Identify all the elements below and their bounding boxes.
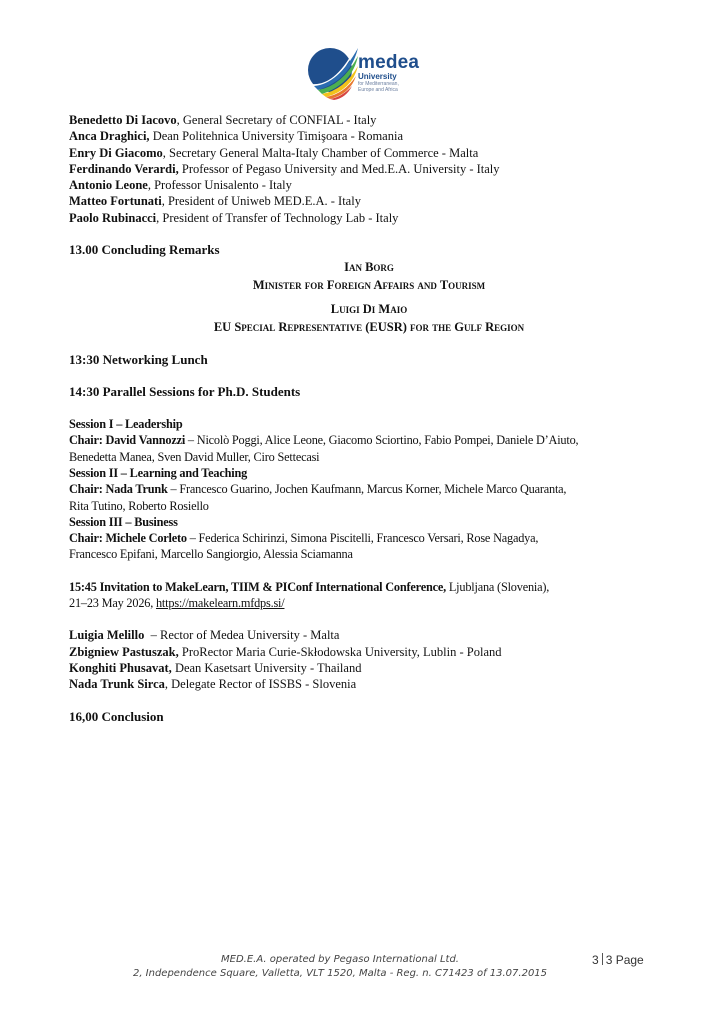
session-chair: Chair: David Vannozzi [69, 433, 186, 448]
page-label: 3 Page [605, 953, 644, 967]
invitation-location: Ljubljana (Slovenia), [445, 579, 550, 594]
speaker-row [69, 177, 669, 193]
logo-tagline-2: Europe and Africa [358, 87, 398, 93]
speaker-name: Benedetto Di Iacovo [69, 113, 177, 127]
speaker2-name: Luigi Di Maio [330, 302, 408, 317]
speaker-row [69, 644, 669, 660]
medea-logo [306, 40, 466, 102]
concluding-remarks-heading: 13.00 Concluding Remarks [69, 242, 220, 258]
page-footer [60, 953, 620, 981]
speaker-role: , General Secretary of CONFIAL - Italy [176, 113, 377, 127]
parallel-sessions-heading: 14:30 Parallel Sessions for Ph.D. Students [69, 384, 301, 400]
invitation-heading: 15:45 Invitation to MakeLearn, TIIM & PIConf International Conference, [69, 579, 446, 594]
session-members: – Francesco Guarino, Jochen Kaufmann, Marcus Korner, Michele Marco Quaranta, [167, 482, 567, 497]
speaker-list-bottom [69, 627, 669, 692]
session-chair-row [69, 481, 669, 497]
speaker-row [69, 660, 669, 676]
speaker-row [69, 210, 669, 226]
speaker-role: – Rector of Medea University - Malta [144, 628, 340, 643]
invitation-dates: 21–23 May 2026, [69, 596, 156, 611]
speaker-role: , Delegate Rector of ISSBS - Slovenia [164, 677, 357, 692]
speaker-name: Zbigniew Pastuszak, [69, 644, 179, 659]
session-block [69, 465, 669, 514]
speaker-row [69, 145, 669, 161]
speaker-name: Nada Trunk Sirca [69, 677, 165, 692]
speaker-name: Enry Di Giacomo [69, 145, 163, 160]
speaker-name: Anca Draghici, [69, 129, 150, 144]
speaker-role: Dean Politehnica University Timişoara - Romania [149, 129, 403, 144]
speaker-name: Paolo Rubinacci [69, 210, 157, 225]
session-chair: Chair: Nada Trunk [69, 482, 168, 497]
speaker-role: , Professor Unisalento - Italy [147, 178, 292, 193]
speaker-row [69, 112, 669, 128]
session-members: – Federica Schirinzi, Simona Piscitelli, Francesco Versari, Rose Nagadya, [186, 531, 539, 546]
speaker-list-top [69, 112, 669, 226]
speaker-name: Antonio Leone [69, 178, 148, 193]
speaker-name: Luigia Melillo [69, 628, 145, 643]
session-chair-row [69, 530, 669, 546]
speaker1-title: Minister for Foreign Affairs and Tourism [252, 278, 486, 293]
networking-lunch-heading: 13:30 Networking Lunch [69, 352, 208, 368]
footer-line-2: 2, Independence Square, Valletta, VLT 1520, Malta - Reg. n. C71423 of 13.07.2015 [132, 968, 548, 979]
session-title: Session III – Business [69, 514, 178, 529]
session-members: – Nicolò Poggi, Alice Leone, Giacomo Sciortino, Fabio Pompei, Daniele D’Aiuto, [185, 433, 579, 448]
speaker-row [69, 627, 669, 643]
invitation-dates-row [69, 595, 669, 611]
speaker-name: Matteo Fortunati [69, 194, 162, 209]
logo-sub: University [358, 72, 397, 81]
makelearn-link[interactable]: https://makelearn.mfdps.si/ [155, 596, 285, 611]
speaker-role: , Secretary General Malta-Italy Chamber of Commerce - Malta [162, 145, 479, 160]
agenda-content [69, 112, 669, 725]
logo-name: medea [358, 52, 420, 73]
page-current: 3 [592, 953, 599, 967]
speaker-role: ProRector Maria Curie-Skłodowska University, Lublin - Poland [178, 644, 502, 659]
speaker1-name: Ian Borg [344, 260, 394, 275]
footer-line-1: MED.E.A. operated by Pegaso International Ltd. [221, 954, 459, 965]
speaker2-title: EU Special Representative (EUSR) for the Gulf Region [213, 320, 525, 335]
session-title: Session II – Learning and Teaching [69, 465, 248, 480]
conclusion-heading: 16,00 Conclusion [69, 708, 164, 724]
medea-globe-icon [306, 40, 366, 102]
session-members-cont: Francesco Epifani, Marcello Sangiorgio, Alessia Sciamanna [69, 547, 353, 562]
speaker-role: Dean Kasetsart University - Thailand [171, 660, 362, 675]
speaker-role: , President of Uniweb MED.E.A. - Italy [161, 194, 361, 209]
session-chair: Chair: Michele Corleto [69, 531, 187, 546]
speaker-name: Konghiti Phusavat, [69, 660, 172, 675]
speaker-row [69, 193, 669, 209]
session-title: Session I – Leadership [69, 417, 183, 432]
page-number [592, 953, 644, 967]
speaker-row [69, 161, 669, 177]
speaker-row [69, 676, 669, 692]
invitation-row [69, 579, 669, 595]
session-members-cont: Rita Tutino, Roberto Rosiello [69, 498, 209, 513]
session-chair-row [69, 432, 669, 448]
speaker-role: , President of Transfer of Technology Lab - Italy [156, 210, 399, 225]
session-members-cont: Benedetta Manea, Sven David Muller, Ciro Settecasi [69, 449, 320, 464]
speaker-name: Ferdinando Verardi, [69, 161, 179, 176]
session-block [69, 514, 669, 563]
page-separator [602, 953, 603, 965]
speaker-row [69, 128, 669, 144]
session-block [69, 416, 669, 465]
logo-tagline-1: for Mediterranean, [358, 81, 399, 87]
speaker-role: Professor of Pegaso University and Med.E.A. University - Italy [178, 161, 500, 176]
